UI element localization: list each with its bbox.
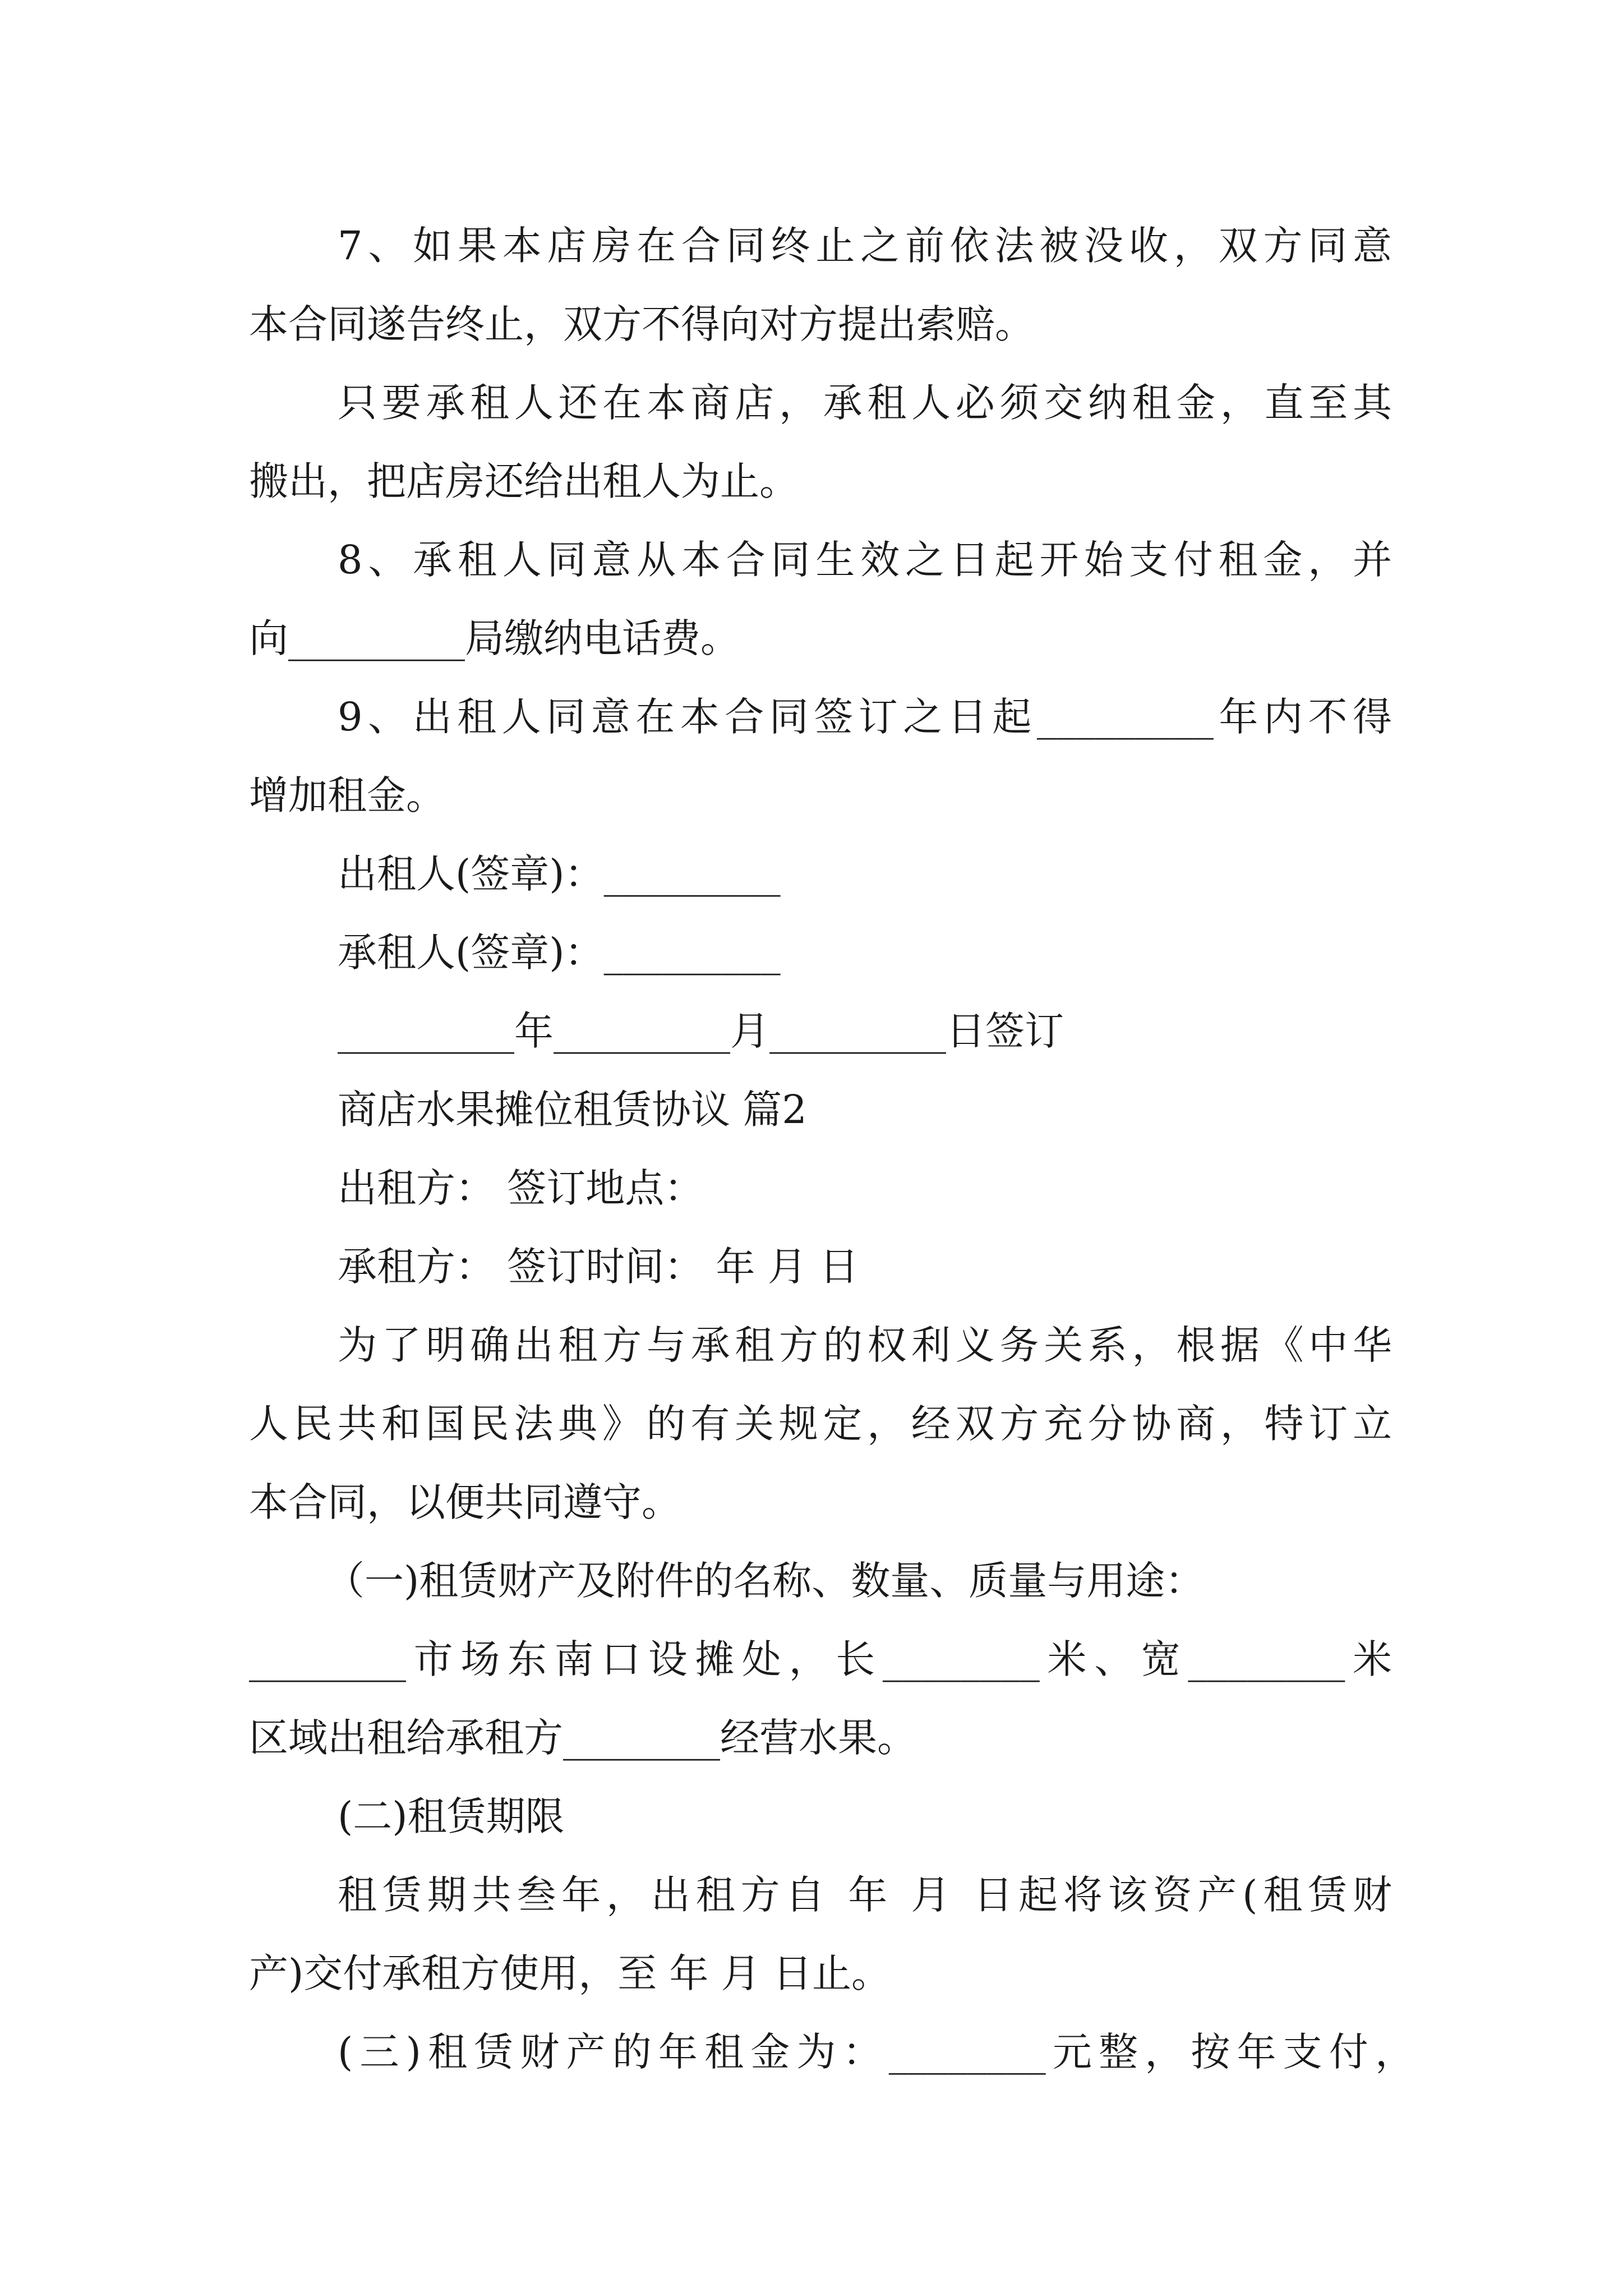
paragraph-line: 8、承租人同意从本合同生效之日起开始支付租金，并 <box>338 537 1392 583</box>
clause-heading: (二)租赁期限 <box>338 1793 565 1839</box>
clause-heading: （一)租赁财产及附件的名称、数量、质量与用途： <box>325 1558 1205 1604</box>
paragraph-line: 产)交付承租方使用，至 年 月 日止。 <box>249 1950 891 1996</box>
signing-date-line: _________年_________月_________日签订 <box>338 1008 1064 1054</box>
paragraph-line: 租赁期共叁年，出租方自 年 月 日起将该资产(租赁财 <box>338 1872 1392 1918</box>
paragraph-line: 区域出租给承租方________经营水果。 <box>249 1715 916 1761</box>
paragraph-line: 只要承租人还在本商店，承租人必须交纳租金，直至其 <box>338 380 1392 426</box>
section-title: 商店水果摊位租赁协议 篇2 <box>338 1087 807 1133</box>
paragraph-line: 本合同遂告终止，双方不得向对方提出索赔。 <box>249 301 1034 347</box>
paragraph-line: 7、如果本店房在合同终止之前依法被没收，双方同意 <box>338 223 1392 269</box>
paragraph-line: (三)租赁财产的年租金为：________元整，按年支付， <box>338 2029 1414 2075</box>
paragraph-line: 向_________局缴纳电话费。 <box>249 615 740 661</box>
paragraph-line: 承租方： 签订时间： 年 月 日 <box>338 1244 859 1290</box>
paragraph-line: 人民共和国民法典》的有关规定，经双方充分协商，特订立 <box>249 1401 1392 1447</box>
paragraph-line: 出租方： 签订地点： <box>338 1165 704 1211</box>
paragraph-line: 增加租金。 <box>249 772 445 818</box>
signature-line-lessee: 承租人(签章)：_________ <box>338 930 781 976</box>
paragraph-line: ________市场东南口设摊处，长________米、宽________米 <box>249 1636 1392 1682</box>
signature-line-lessor: 出租人(签章)：_________ <box>338 851 781 897</box>
paragraph-line: 为了明确出租方与承租方的权利义务关系，根据《中华 <box>338 1322 1392 1368</box>
paragraph-line: 本合同，以便共同遵守。 <box>249 1479 681 1525</box>
paragraph-line: 搬出，把店房还给出租人为止。 <box>249 458 799 504</box>
paragraph-line: 9、出租人同意在本合同签订之日起_________年内不得 <box>338 694 1392 740</box>
